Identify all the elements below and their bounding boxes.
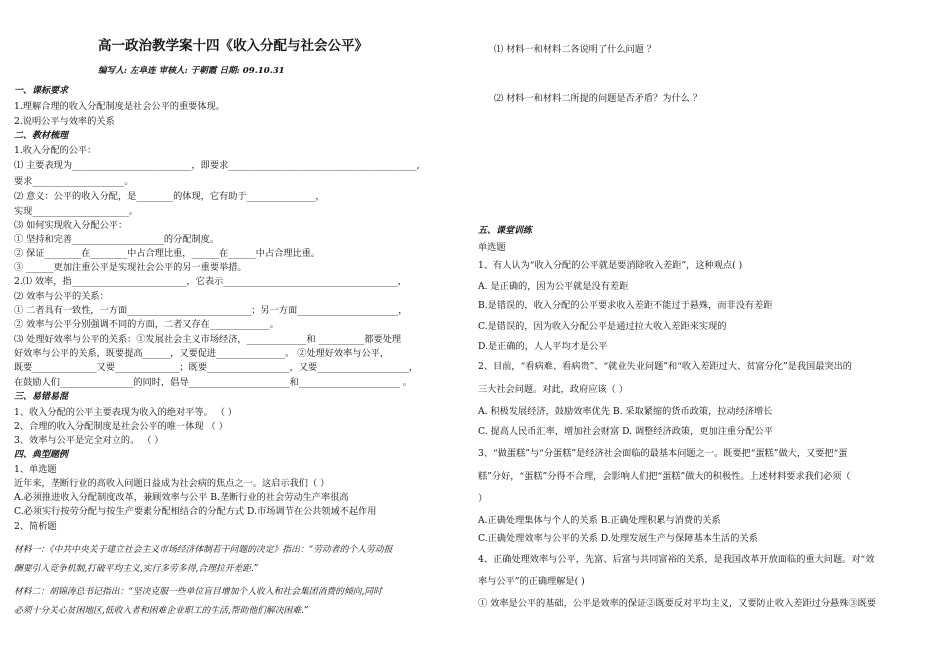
text-line: 1、有人认为“收入分配的公平就是要消除收入差距”，这种观点( ) [478,260,743,271]
text-line: 4、正确处理效率与公平，先富、后富与共同富裕的关系，是我国改革开放面临的重大问题。对“效 [478,554,875,565]
text-line: ⑵ 意义：公平的收入分配，是________的体现，它有助于_______________， [14,191,325,202]
text-line: ③ ______更加注重公平是实现社会公平的另一重要举措。 [14,262,247,273]
text-line: ② 效率与公平分别强调不同的方面，二者又存在_____________。 [14,319,279,330]
option-line: C.是错误的，因为收入分配公平是通过拉大收入差距来实现的 [478,321,727,332]
option-line: B.是错误的，收入分配的公平要求收入差距不能过于悬殊，而非没有差距 [478,300,773,311]
question-line: ⑴ 材料一和材料二各说明了什么问题 ？ [494,44,657,55]
text-line: 3、“做蛋糕”与“分蛋糕”是经济社会面临的最基本问题之一。既要把“蛋糕”做大，又要把“蛋 [478,448,848,459]
text-line: ① 效率是公平的基础，公平是效率的保证②既要反对平均主义，又要防止收入差距过分悬殊③既要 [478,598,876,609]
section-heading: 四、典型题例 [14,450,69,460]
text-line: ① 坚持和完善____________________的分配制度。 [14,234,220,245]
text-line: ⑶ 如何实现收入分配公平： [14,220,128,231]
text-line: 在鼓励人们________________的同时，倡导______________________和______________________ 。 [14,377,412,388]
text-line: 单选题 [478,242,506,253]
text-line: 酬要引入竞争机制,打破平均主义,实行多劳多得,合理拉开差距.” [14,564,259,574]
text-line: 2、合理的收入分配制度是社会公平的唯一体现 （ ） [14,421,228,432]
text-line: C.必须实行按劳分配与按生产要素分配相结合的分配方式 D.市场调节在公共领域不起作用 [14,506,377,517]
section-heading: 三、易错易混 [14,392,69,402]
text-line: 2.⑴ 效率，指_________________________，它表示______________________________________， [14,276,407,287]
text-line: 率与公平”的正确理解是( ) [478,576,585,587]
document-title: 高一政治教学案十四《收入分配与社会公平》 [98,38,368,54]
option-line: D.是正确的，人人平均才是公平 [478,341,608,352]
text-line: ⑵ 效率与公平的关系： [14,291,109,302]
option-line: C.正确处理效率与公平的关系 D.处理发展生产与保障基本生活的关系 [478,533,758,544]
text-line: 材料一：《中共中央关于建立社会主义市场经济体制若干问题的决定》指出：“劳动者的个人劳动报 [14,545,393,555]
option-line: A. 是正确的，因为公平就是没有差距 [478,281,629,292]
option-line: A. 积极发展经济，鼓励效率优先 B. 采取紧缩的货币政策，拉动经济增长 [478,406,773,417]
text-line: ⑴ 主要表现为__________________________，即要求_________________________________________, [14,160,420,171]
text-line: 近年来，垄断行业的高收入问题日益成为社会病的焦点之一。这启示我们（ ） [14,478,330,489]
option-line: A.正确处理集体与个人的关系 B.正确处理积累与消费的关系 [478,515,721,526]
section-heading: 五、课堂训练 [478,226,533,236]
text-line: 要求____________________。 [14,176,134,187]
text-line: 必须十分关心贫困地区,低收入者和困难企业职工的生活,帮助他们解决困难.” [14,606,309,616]
text-line: ② 保证________在________中占合理比重，______在______中占合理比重。 [14,248,321,259]
text-line: ① 二者具有一致性，一方面___________________________；另一方面______________________， [14,305,408,316]
text-line: 2、简析题 [14,521,57,532]
section-heading: 二、教材梳理 [14,131,69,141]
text-line: 1.理解合理的收入分配制度是社会公平的重要体现。 [14,101,225,112]
text-line: 实现_____________________。 [14,206,139,217]
text-line: 2、目前，“看病难、看病贵”、“就业失业问题”和“收入差距过大、贫富分化”是我国最突出的 [478,361,852,372]
text-line: 1.收入分配的公平： [14,145,97,156]
text-line: 既要______________又要______________；既要__________________，又要____________________， [14,362,419,373]
question-line: ⑵ 材料一和材料二所提的问题是否矛盾？为什么 ？ [494,93,702,104]
text-line: ） [478,493,488,504]
section-heading: 一、课标要求 [14,86,69,96]
text-line: ⑶ 处理好效率与公平的关系：①发展社会主义市场经济，_____________和 __________都要处理 [14,334,402,345]
text-line: 三大社会问题。对此，政府应该（ ） [478,384,628,395]
text-line: A.必须推进收入分配制度改革，兼顾效率与公平 B.垄断行业的社会劳动生产率很高 [14,492,349,503]
option-line: C. 提高人民币汇率，增加社会财富 D. 调整经济政策，更加注重分配公平 [478,426,773,437]
text-line: 1、收入分配的公平主要表现为收入的绝对平等。 （ ） [14,407,237,418]
text-line: 2.说明公平与效率的关系 [14,116,115,127]
text-line: 材料二：胡锦涛总书记指出：“坚决克服一些单位盲目增加个人收入和社会集团消费的倾向,同时 [14,587,382,597]
text-line: 1、单选题 [14,464,57,475]
text-line: 好效率与公平的关系，既要提高______，又要促进_______________。 ②处理好效率与公平， [14,348,390,359]
author-info: 编写人: 左阜连 审核人: 于朝霞 日期: 09.10.31 [98,66,285,76]
text-line: 糕”分好，“蛋糕”分得不合理，会影响人们把“蛋糕”做大的积极性。上述材料要求我们必须（ [478,471,851,482]
text-line: 3、效率与公平是完全对立的。 （ ） [14,435,164,446]
